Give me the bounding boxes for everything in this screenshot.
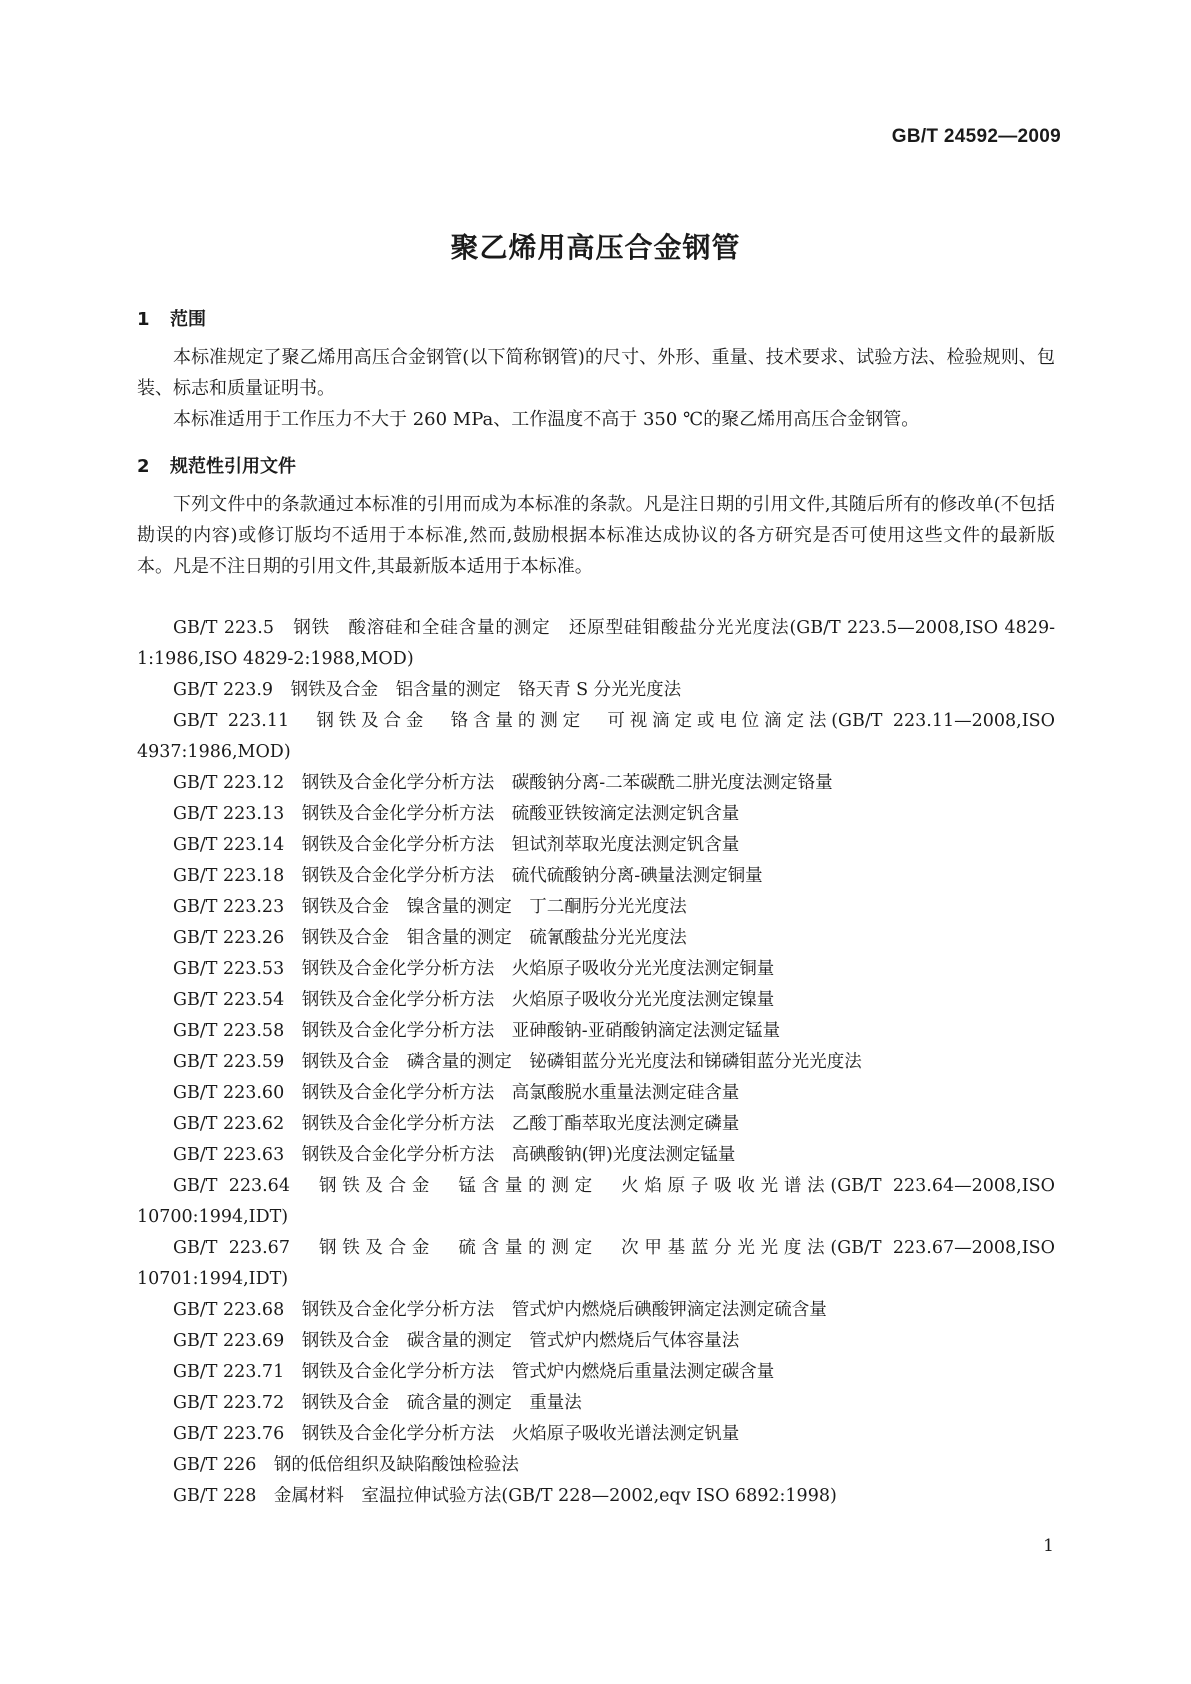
reference-item: GB/T 223.68 钢铁及合金化学分析方法 管式炉内燃烧后碘酸钾滴定法测定硫含量 xyxy=(173,1300,827,1320)
reference-item: GB/T 223.76 钢铁及合金化学分析方法 火焰原子吸收光谱法测定钒量 xyxy=(173,1424,740,1444)
page-title: 聚乙烯用高压合金钢管 xyxy=(450,231,741,264)
reference-item: GB/T 226 钢的低倍组织及缺陷酸蚀检验法 xyxy=(173,1455,519,1475)
reference-item: GB/T 223.69 钢铁及合金 碳含量的测定 管式炉内燃烧后气体容量法 xyxy=(173,1331,740,1351)
reference-item: GB/T 223.54 钢铁及合金化学分析方法 火焰原子吸收分光光度法测定镍量 xyxy=(173,990,775,1010)
reference-item: GB/T 223.14 钢铁及合金化学分析方法 钽试剂萃取光度法测定钒含量 xyxy=(173,835,740,855)
section-heading-normative-references xyxy=(137,452,296,478)
reference-item: GB/T 223.9 钢铁及合金 铝含量的测定 铬天青 S 分光光度法 xyxy=(173,680,682,700)
section-number: 2 xyxy=(137,456,150,477)
reference-item: GB/T 223.58 钢铁及合金化学分析方法 亚砷酸钠-亚硝酸钠滴定法测定锰量 xyxy=(173,1021,781,1041)
standard-number: GB/T 24592—2009 xyxy=(891,126,1061,147)
reference-item: GB/T 223.13 钢铁及合金化学分析方法 硫酸亚铁铵滴定法测定钒含量 xyxy=(173,804,740,824)
reference-item: GB/T 228 金属材料 室温拉伸试验方法(GB/T 228—2002,eqv ISO 6892:1998) xyxy=(173,1486,837,1506)
reference-item: GB/T 223.18 钢铁及合金化学分析方法 硫代硫酸钠分离-碘量法测定铜量 xyxy=(173,866,763,886)
reference-item: GB/T 223.64 钢铁及合金 锰含量的测定 火焰原子吸收光谱法(GB/T 223.64—2008,ISO 10700:1994,IDT) xyxy=(137,1176,1055,1227)
section-title: 范围 xyxy=(170,309,206,330)
reference-item: GB/T 223.67 钢铁及合金 硫含量的测定 次甲基蓝分光光度法(GB/T 223.67—2008,ISO 10701:1994,IDT) xyxy=(137,1238,1055,1289)
reference-list xyxy=(137,613,1055,1512)
section-number: 1 xyxy=(137,309,150,330)
page-number: 1 xyxy=(1043,1536,1054,1556)
reference-item: GB/T 223.23 钢铁及合金 镍含量的测定 丁二酮肟分光光度法 xyxy=(173,897,687,917)
reference-item: GB/T 223.71 钢铁及合金化学分析方法 管式炉内燃烧后重量法测定碳含量 xyxy=(173,1362,775,1382)
reference-item: GB/T 223.63 钢铁及合金化学分析方法 高碘酸钠(钾)光度法测定锰量 xyxy=(173,1145,736,1165)
reference-item: GB/T 223.5 钢铁 酸溶硅和全硅含量的测定 还原型硅钼酸盐分光光度法(GB/T 223.5—2008,ISO 4829-1:1986,ISO 4829-2:1988,MOD) xyxy=(137,618,1055,669)
reference-item: GB/T 223.62 钢铁及合金化学分析方法 乙酸丁酯萃取光度法测定磷量 xyxy=(173,1114,740,1134)
reference-item: GB/T 223.59 钢铁及合金 磷含量的测定 铋磷钼蓝分光光度法和锑磷钼蓝分光光度法 xyxy=(173,1052,862,1072)
reference-item: GB/T 223.11 钢铁及合金 铬含量的测定 可视滴定或电位滴定法(GB/T 223.11—2008,ISO 4937:1986,MOD) xyxy=(137,711,1055,762)
scope-paragraph-1: 本标准规定了聚乙烯用高压合金钢管(以下简称钢管)的尺寸、外形、重量、技术要求、试验方法、检验规则、包装、标志和质量证明书。 xyxy=(137,347,1055,399)
reference-item: GB/T 223.72 钢铁及合金 硫含量的测定 重量法 xyxy=(173,1393,582,1413)
references-intro-paragraph: 下列文件中的条款通过本标准的引用而成为本标准的条款。凡是注日期的引用文件,其随后所有的修改单(不包括勘误的内容)或修订版均不适用于本标准,然而,鼓励根据本标准达成协议的各方研究是否可使用这些文件的最新版本。凡是不注日期的引用文件,其最新版本适用于本标准。 xyxy=(137,494,1055,577)
reference-item: GB/T 223.26 钢铁及合金 钼含量的测定 硫氰酸盐分光光度法 xyxy=(173,928,687,948)
reference-item: GB/T 223.53 钢铁及合金化学分析方法 火焰原子吸收分光光度法测定铜量 xyxy=(173,959,775,979)
reference-item: GB/T 223.60 钢铁及合金化学分析方法 高氯酸脱水重量法测定硅含量 xyxy=(173,1083,740,1103)
section-title: 规范性引用文件 xyxy=(170,456,296,477)
reference-item: GB/T 223.12 钢铁及合金化学分析方法 碳酸钠分离-二苯碳酰二肼光度法测定铬量 xyxy=(173,773,833,793)
scope-paragraph-2: 本标准适用于工作压力不大于 260 MPa、工作温度不高于 350 ℃的聚乙烯用高压合金钢管。 xyxy=(173,409,920,430)
section-heading-scope xyxy=(137,305,206,331)
